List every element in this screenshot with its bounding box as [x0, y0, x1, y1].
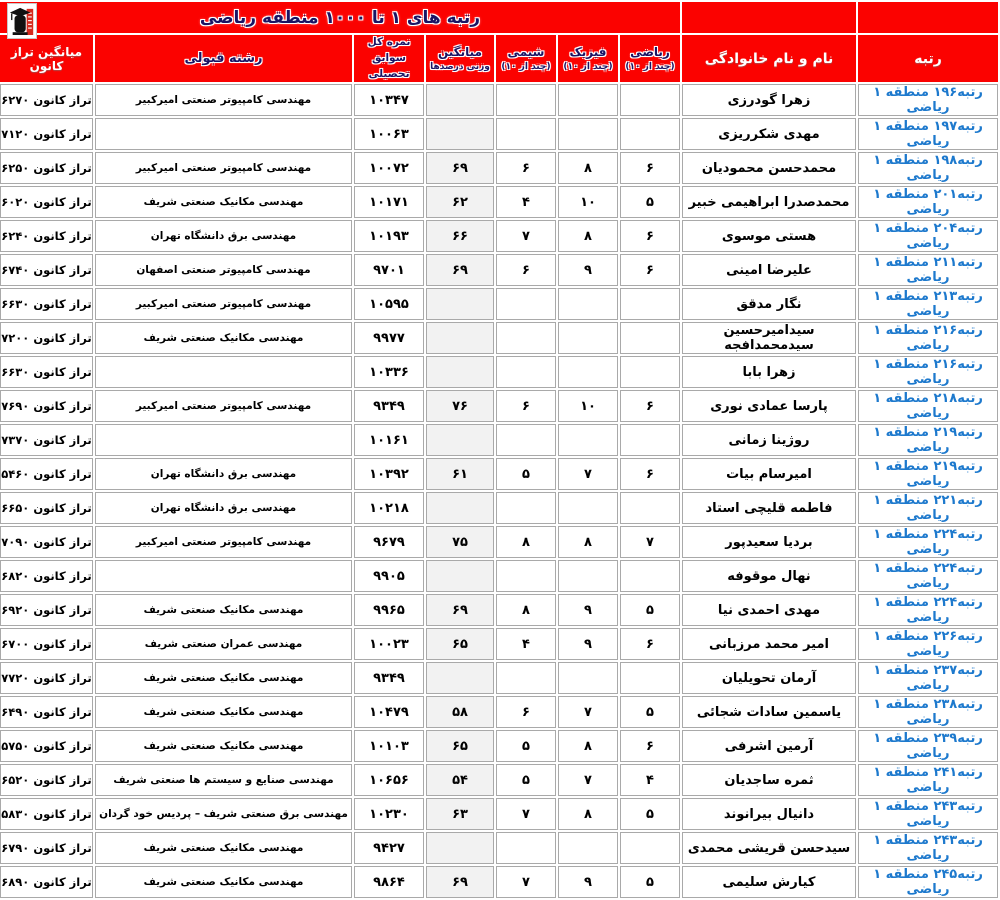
- math-score-cell: ۷: [620, 526, 680, 558]
- math-score-cell: [620, 356, 680, 388]
- chemistry-score-cell: [496, 118, 556, 150]
- math-score-cell: ۶: [620, 152, 680, 184]
- accepted-major-cell: مهندسی مکانیک صنعتی شریف: [95, 186, 352, 218]
- rank-cell[interactable]: رتبه۲۲۴ منطقه ۱ ریاضی: [858, 526, 998, 558]
- chemistry-score-cell: ۴: [496, 628, 556, 660]
- rank-cell[interactable]: رتبه۱۹۸ منطقه ۱ ریاضی: [858, 152, 998, 184]
- physics-score-cell: [558, 424, 618, 456]
- weighted-average-cell: [426, 492, 494, 524]
- table-row: [0, 322, 998, 354]
- rank-cell[interactable]: رتبه۲۳۸ منطقه ۱ ریاضی: [858, 696, 998, 728]
- table-row: [0, 764, 998, 796]
- weighted-average-cell: [426, 84, 494, 116]
- math-score-cell: [620, 288, 680, 320]
- table-row: [0, 730, 998, 762]
- weighted-average-cell: ۶۹: [426, 594, 494, 626]
- weighted-average-cell: ۶۹: [426, 152, 494, 184]
- table-row: [0, 118, 998, 150]
- weighted-average-cell: ۶۳: [426, 798, 494, 830]
- student-name-cell: مهدی احمدی نیا: [682, 594, 856, 626]
- chemistry-score-cell: ۴: [496, 186, 556, 218]
- chemistry-score-cell: ۶: [496, 390, 556, 422]
- chemistry-score-cell: [496, 832, 556, 864]
- chemistry-score-cell: [496, 288, 556, 320]
- physics-score-cell: ۹: [558, 866, 618, 898]
- accepted-major-cell: مهندسی برق دانشگاه تهران: [95, 220, 352, 252]
- rank-cell[interactable]: رتبه۲۱۳ منطقه ۱ ریاضی: [858, 288, 998, 320]
- physics-score-cell: ۹: [558, 254, 618, 286]
- kanoon-score-cell: تراز کانون ۶۷۰۰: [0, 628, 93, 660]
- banner-cell-above-name: [682, 2, 856, 33]
- kanoon-score-cell: تراز کانون ۶۸۹۰: [0, 866, 93, 898]
- kanoon-score-cell: تراز کانون ۶۹۲۰: [0, 594, 93, 626]
- kanoon-logo: [7, 3, 37, 39]
- total-score-cell: ۱۰۳۳۶: [354, 356, 424, 388]
- banner-title-cell: [0, 2, 680, 33]
- student-name-cell: امیر محمد مرزبانی: [682, 628, 856, 660]
- table-row: [0, 356, 998, 388]
- math-score-cell: [620, 84, 680, 116]
- chemistry-score-cell: ۷: [496, 220, 556, 252]
- graduate-figure-icon: [8, 4, 36, 38]
- physics-score-cell: ۸: [558, 220, 618, 252]
- page-title: رتبه های ۱ تا ۱۰۰۰ منطقه ریاضی: [199, 7, 481, 28]
- chemistry-score-cell: [496, 662, 556, 694]
- kanoon-score-cell: تراز کانون ۷۳۷۰: [0, 424, 93, 456]
- weighted-average-cell: [426, 662, 494, 694]
- table-row: [0, 798, 998, 830]
- table-row: [0, 288, 998, 320]
- accepted-major-cell: مهندسی مکانیک صنعتی شریف: [95, 696, 352, 728]
- table-row: [0, 594, 998, 626]
- column-header-accepted-major: رشته قبولی: [95, 35, 352, 82]
- total-score-cell: ۱۰۶۵۶: [354, 764, 424, 796]
- accepted-major-cell: [95, 424, 352, 456]
- column-header-total-school-record: نمره کل سوابق تحصیلی: [354, 35, 424, 82]
- math-score-cell: [620, 424, 680, 456]
- math-score-cell: ۵: [620, 866, 680, 898]
- banner-row: [0, 2, 998, 33]
- weighted-average-cell: ۶۵: [426, 628, 494, 660]
- math-score-cell: ۴: [620, 764, 680, 796]
- student-name-cell: سیدحسن قریشی محمدی: [682, 832, 856, 864]
- chemistry-score-cell: [496, 560, 556, 592]
- kanoon-score-cell: تراز کانون ۵۸۳۰: [0, 798, 93, 830]
- math-score-cell: ۶: [620, 458, 680, 490]
- weighted-average-cell: [426, 288, 494, 320]
- rank-cell[interactable]: رتبه۲۴۳ منطقه ۱ ریاضی: [858, 832, 998, 864]
- weighted-average-cell: ۶۹: [426, 254, 494, 286]
- kanoon-score-cell: تراز کانون ۵۷۵۰: [0, 730, 93, 762]
- rank-cell[interactable]: رتبه۲۱۸ منطقه ۱ ریاضی: [858, 390, 998, 422]
- total-score-cell: ۱۰۵۹۵: [354, 288, 424, 320]
- column-header-name: نام و نام خانوادگی: [682, 35, 856, 82]
- total-score-cell: ۹۹۷۷: [354, 322, 424, 354]
- math-score-cell: ۵: [620, 186, 680, 218]
- student-name-cell: فاطمه قلیچی استاد: [682, 492, 856, 524]
- student-name-cell: دانیال بیرانوند: [682, 798, 856, 830]
- accepted-major-cell: مهندسی مکانیک صنعتی شریف: [95, 662, 352, 694]
- physics-score-cell: [558, 356, 618, 388]
- kanoon-score-cell: تراز کانون ۶۲۵۰: [0, 152, 93, 184]
- total-score-cell: ۱۰۲۳۰: [354, 798, 424, 830]
- kanoon-score-cell: تراز کانون ۵۴۶۰: [0, 458, 93, 490]
- accepted-major-cell: [95, 118, 352, 150]
- weighted-average-cell: [426, 118, 494, 150]
- rank-cell[interactable]: رتبه۲۱۶ منطقه ۱ ریاضی: [858, 322, 998, 354]
- weighted-average-cell: [426, 424, 494, 456]
- kanoon-score-cell: تراز کانون ۶۶۳۰: [0, 356, 93, 388]
- accepted-major-cell: مهندسی کامپیوتر صنعتی امیرکبیر: [95, 84, 352, 116]
- rank-cell[interactable]: رتبه۲۳۹ منطقه ۱ ریاضی: [858, 730, 998, 762]
- physics-score-cell: ۷: [558, 458, 618, 490]
- weighted-average-cell: ۶۶: [426, 220, 494, 252]
- physics-score-cell: ۹: [558, 594, 618, 626]
- accepted-major-cell: مهندسی مکانیک صنعتی شریف: [95, 866, 352, 898]
- accepted-major-cell: مهندسی مکانیک صنعتی شریف: [95, 832, 352, 864]
- kanoon-score-cell: تراز کانون ۶۶۳۰: [0, 288, 93, 320]
- student-name-cell: کیارش سلیمی: [682, 866, 856, 898]
- math-score-cell: ۵: [620, 798, 680, 830]
- weighted-average-cell: ۵۸: [426, 696, 494, 728]
- table-row: [0, 152, 998, 184]
- table-body: [0, 84, 998, 898]
- physics-score-cell: ۸: [558, 730, 618, 762]
- student-name-cell: بردیا سعیدپور: [682, 526, 856, 558]
- physics-score-cell: [558, 492, 618, 524]
- total-score-cell: ۱۰۴۷۹: [354, 696, 424, 728]
- math-score-cell: [620, 662, 680, 694]
- student-name-cell: سیدامیرحسین سیدمحمدافجه: [682, 322, 856, 354]
- accepted-major-cell: مهندسی مکانیک صنعتی شریف: [95, 730, 352, 762]
- total-score-cell: ۱۰۰۶۳: [354, 118, 424, 150]
- chemistry-score-cell: ۵: [496, 458, 556, 490]
- student-name-cell: یاسمین سادات شجائی: [682, 696, 856, 728]
- rank-cell[interactable]: رتبه۲۰۱ منطقه ۱ ریاضی: [858, 186, 998, 218]
- chemistry-score-cell: [496, 84, 556, 116]
- student-name-cell: زهرا گودرزی: [682, 84, 856, 116]
- table-row: [0, 560, 998, 592]
- table-row: [0, 390, 998, 422]
- weighted-average-cell: [426, 560, 494, 592]
- weighted-average-cell: [426, 832, 494, 864]
- physics-score-cell: [558, 118, 618, 150]
- student-name-cell: روژینا زمانی: [682, 424, 856, 456]
- table-row: [0, 526, 998, 558]
- weighted-average-cell: [426, 356, 494, 388]
- chemistry-score-cell: [496, 424, 556, 456]
- physics-score-cell: ۷: [558, 764, 618, 796]
- rank-cell[interactable]: رتبه۲۴۱ منطقه ۱ ریاضی: [858, 764, 998, 796]
- chemistry-score-cell: ۸: [496, 594, 556, 626]
- table-row: [0, 186, 998, 218]
- total-score-cell: ۱۰۳۴۷: [354, 84, 424, 116]
- accepted-major-cell: مهندسی برق صنعتی شریف – پردیس خود گردان: [95, 798, 352, 830]
- student-name-cell: هستی موسوی: [682, 220, 856, 252]
- rank-cell[interactable]: رتبه۲۲۴ منطقه ۱ ریاضی: [858, 560, 998, 592]
- kanoon-score-cell: تراز کانون ۶۰۲۰: [0, 186, 93, 218]
- student-name-cell: علیرضا امینی: [682, 254, 856, 286]
- math-score-cell: ۶: [620, 730, 680, 762]
- rank-cell[interactable]: رتبه۲۴۳ منطقه ۱ ریاضی: [858, 798, 998, 830]
- column-header-kanoon-average: میانگین تراز کانون: [0, 35, 93, 82]
- physics-score-cell: ۱۰: [558, 390, 618, 422]
- kanoon-score-cell: تراز کانون ۶۲۴۰: [0, 220, 93, 252]
- chemistry-score-cell: [496, 492, 556, 524]
- kanoon-score-cell: تراز کانون ۷۷۲۰: [0, 662, 93, 694]
- math-score-cell: [620, 832, 680, 864]
- rank-cell[interactable]: رتبه۲۱۱ منطقه ۱ ریاضی: [858, 254, 998, 286]
- math-score-cell: ۵: [620, 594, 680, 626]
- physics-score-cell: ۸: [558, 526, 618, 558]
- physics-score-cell: ۷: [558, 696, 618, 728]
- rank-cell[interactable]: رتبه۲۱۹ منطقه ۱ ریاضی: [858, 424, 998, 456]
- total-score-cell: ۹۹۰۵: [354, 560, 424, 592]
- header-row: [0, 35, 998, 82]
- rank-cell[interactable]: رتبه۲۲۱ منطقه ۱ ریاضی: [858, 492, 998, 524]
- student-name-cell: آرمان تحویلیان: [682, 662, 856, 694]
- accepted-major-cell: مهندسی صنایع و سیستم ها صنعتی شریف: [95, 764, 352, 796]
- weighted-average-cell: ۷۵: [426, 526, 494, 558]
- physics-score-cell: [558, 832, 618, 864]
- math-score-cell: [620, 560, 680, 592]
- rank-cell[interactable]: رتبه۱۹۷ منطقه ۱ ریاضی: [858, 118, 998, 150]
- weighted-average-cell: ۶۲: [426, 186, 494, 218]
- physics-score-cell: ۸: [558, 798, 618, 830]
- chemistry-score-cell: ۶: [496, 696, 556, 728]
- physics-score-cell: [558, 560, 618, 592]
- kanoon-score-cell: تراز کانون ۶۴۹۰: [0, 696, 93, 728]
- kanoon-score-cell: تراز کانون ۶۵۲۰: [0, 764, 93, 796]
- column-header-math: ریاضی (چند از ۱۰): [620, 35, 680, 82]
- student-name-cell: پارسا عمادی نوری: [682, 390, 856, 422]
- total-score-cell: ۱۰۱۰۳: [354, 730, 424, 762]
- student-name-cell: ثمره ساجدیان: [682, 764, 856, 796]
- weighted-average-cell: [426, 322, 494, 354]
- chemistry-score-cell: [496, 356, 556, 388]
- total-score-cell: ۱۰۲۱۸: [354, 492, 424, 524]
- chemistry-score-cell: ۶: [496, 152, 556, 184]
- physics-score-cell: ۹: [558, 628, 618, 660]
- table-row: [0, 220, 998, 252]
- math-score-cell: ۶: [620, 390, 680, 422]
- rank-cell[interactable]: رتبه۲۲۶ منطقه ۱ ریاضی: [858, 628, 998, 660]
- accepted-major-cell: [95, 356, 352, 388]
- total-score-cell: ۹۶۷۹: [354, 526, 424, 558]
- rank-cell[interactable]: رتبه۲۳۷ منطقه ۱ ریاضی: [858, 662, 998, 694]
- weighted-average-cell: ۶۹: [426, 866, 494, 898]
- total-score-cell: ۱۰۳۹۲: [354, 458, 424, 490]
- banner-cell-above-rank: [858, 2, 998, 33]
- total-score-cell: ۹۳۴۹: [354, 390, 424, 422]
- accepted-major-cell: مهندسی کامپیوتر صنعتی امیرکبیر: [95, 526, 352, 558]
- column-header-chemistry: شیمی (چند از ۱۰): [496, 35, 556, 82]
- math-score-cell: ۶: [620, 220, 680, 252]
- physics-score-cell: ۸: [558, 152, 618, 184]
- rank-cell[interactable]: رتبه۲۰۴ منطقه ۱ ریاضی: [858, 220, 998, 252]
- table-row: [0, 424, 998, 456]
- table-row: [0, 492, 998, 524]
- accepted-major-cell: مهندسی کامپیوتر صنعتی امیرکبیر: [95, 152, 352, 184]
- chemistry-score-cell: ۵: [496, 764, 556, 796]
- accepted-major-cell: مهندسی برق دانشگاه تهران: [95, 458, 352, 490]
- weighted-average-cell: ۶۵: [426, 730, 494, 762]
- student-name-cell: آرمین اشرفی: [682, 730, 856, 762]
- student-name-cell: نهال موقوفه: [682, 560, 856, 592]
- math-score-cell: [620, 492, 680, 524]
- physics-score-cell: [558, 84, 618, 116]
- accepted-major-cell: [95, 560, 352, 592]
- weighted-average-cell: ۵۴: [426, 764, 494, 796]
- accepted-major-cell: مهندسی کامپیوتر صنعتی اصفهان: [95, 254, 352, 286]
- rank-cell[interactable]: رتبه۲۲۴ منطقه ۱ ریاضی: [858, 594, 998, 626]
- physics-score-cell: [558, 288, 618, 320]
- accepted-major-cell: مهندسی عمران صنعتی شریف: [95, 628, 352, 660]
- total-score-cell: ۹۷۰۱: [354, 254, 424, 286]
- student-name-cell: مهدی شکرریزی: [682, 118, 856, 150]
- math-score-cell: ۶: [620, 254, 680, 286]
- physics-score-cell: [558, 662, 618, 694]
- chemistry-score-cell: [496, 322, 556, 354]
- student-name-cell: امیرسام بیات: [682, 458, 856, 490]
- rank-cell[interactable]: رتبه۲۱۶ منطقه ۱ ریاضی: [858, 356, 998, 388]
- kanoon-score-cell: تراز کانون ۷۲۰۰: [0, 322, 93, 354]
- kanoon-score-cell: تراز کانون ۷۰۹۰: [0, 526, 93, 558]
- accepted-major-cell: مهندسی مکانیک صنعتی شریف: [95, 594, 352, 626]
- kanoon-score-cell: تراز کانون ۷۶۹۰: [0, 390, 93, 422]
- column-header-physics: فیزیک (چند از ۱۰): [558, 35, 618, 82]
- accepted-major-cell: مهندسی کامپیوتر صنعتی امیرکبیر: [95, 390, 352, 422]
- math-score-cell: ۵: [620, 696, 680, 728]
- accepted-major-cell: مهندسی مکانیک صنعتی شریف: [95, 322, 352, 354]
- column-header-weighted-average: میانگین وزنی درصدها: [426, 35, 494, 82]
- kanoon-score-cell: تراز کانون ۶۷۴۰: [0, 254, 93, 286]
- student-name-cell: محمدصدرا ابراهیمی خبیر: [682, 186, 856, 218]
- math-score-cell: [620, 322, 680, 354]
- table-row: [0, 696, 998, 728]
- total-score-cell: ۹۹۶۵: [354, 594, 424, 626]
- chemistry-score-cell: ۶: [496, 254, 556, 286]
- physics-score-cell: [558, 322, 618, 354]
- kanoon-score-cell: تراز کانون ۶۷۹۰: [0, 832, 93, 864]
- total-score-cell: ۱۰۱۷۱: [354, 186, 424, 218]
- chemistry-score-cell: ۸: [496, 526, 556, 558]
- total-score-cell: ۹۸۶۴: [354, 866, 424, 898]
- math-score-cell: [620, 118, 680, 150]
- column-header-rank: رتبه: [858, 35, 998, 82]
- table-row: [0, 254, 998, 286]
- chemistry-score-cell: ۵: [496, 730, 556, 762]
- kanoon-score-cell: تراز کانون ۷۱۲۰: [0, 118, 93, 150]
- total-score-cell: ۱۰۰۲۳: [354, 628, 424, 660]
- physics-score-cell: ۱۰: [558, 186, 618, 218]
- student-name-cell: نگار مدقق: [682, 288, 856, 320]
- rank-cell[interactable]: رتبه۲۱۹ منطقه ۱ ریاضی: [858, 458, 998, 490]
- chemistry-score-cell: ۷: [496, 866, 556, 898]
- chemistry-score-cell: ۷: [496, 798, 556, 830]
- total-score-cell: ۹۴۲۷: [354, 832, 424, 864]
- total-score-cell: ۹۳۴۹: [354, 662, 424, 694]
- kanoon-score-cell: تراز کانون ۶۶۵۰: [0, 492, 93, 524]
- accepted-major-cell: مهندسی برق دانشگاه تهران: [95, 492, 352, 524]
- table-row: [0, 662, 998, 694]
- student-name-cell: زهرا بابا: [682, 356, 856, 388]
- accepted-major-cell: مهندسی کامپیوتر صنعتی امیرکبیر: [95, 288, 352, 320]
- total-score-cell: ۱۰۱۹۳: [354, 220, 424, 252]
- weighted-average-cell: ۷۶: [426, 390, 494, 422]
- student-name-cell: محمدحسن محمودیان: [682, 152, 856, 184]
- table-row: [0, 458, 998, 490]
- table-row: [0, 832, 998, 864]
- table-row: [0, 866, 998, 898]
- total-score-cell: ۱۰۰۷۲: [354, 152, 424, 184]
- weighted-average-cell: ۶۱: [426, 458, 494, 490]
- table-row: [0, 628, 998, 660]
- kanoon-score-cell: تراز کانون ۶۸۲۰: [0, 560, 93, 592]
- total-score-cell: ۱۰۱۶۱: [354, 424, 424, 456]
- rank-cell[interactable]: رتبه۱۹۶ منطقه ۱ ریاضی: [858, 84, 998, 116]
- rank-cell[interactable]: رتبه۲۴۵ منطقه ۱ ریاضی: [858, 866, 998, 898]
- math-score-cell: ۶: [620, 628, 680, 660]
- kanoon-score-cell: تراز کانون ۶۲۷۰: [0, 84, 93, 116]
- table-row: [0, 84, 998, 116]
